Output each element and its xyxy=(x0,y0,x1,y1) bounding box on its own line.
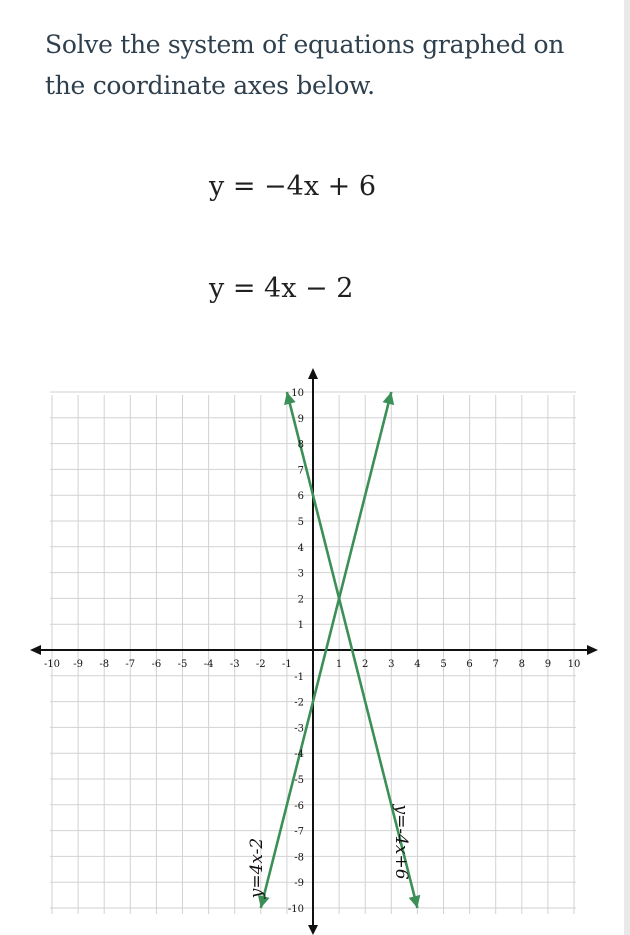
y-tick-label: -8 xyxy=(294,852,304,864)
x-tick-label: 5 xyxy=(440,659,447,670)
x-tick-label: 6 xyxy=(466,659,473,670)
y-tick-label: -2 xyxy=(294,697,304,709)
y-tick-label: 10 xyxy=(291,388,304,399)
x-tick-label: -9 xyxy=(73,659,83,670)
y-tick-label: -10 xyxy=(287,904,304,915)
series-arrowhead xyxy=(409,895,421,908)
y-tick-label: -3 xyxy=(294,723,304,735)
y-tick-label: 2 xyxy=(297,594,304,606)
x-tick-label: 3 xyxy=(388,659,395,670)
x-tick-label: -7 xyxy=(125,659,136,670)
x-tick-label: -10 xyxy=(43,659,61,670)
equation-1: y = −4x + 6 xyxy=(209,171,377,202)
x-tick-label: 4 xyxy=(414,659,421,670)
y-tick-label: -9 xyxy=(294,878,304,890)
equation-2: y = 4x − 2 xyxy=(209,273,354,304)
series-label: y=-4x+6 xyxy=(391,804,411,880)
x-axis-left-arrow xyxy=(30,645,41,655)
x-axis-right-arrow xyxy=(587,645,598,655)
y-tick-label: 9 xyxy=(297,413,304,425)
x-tick-label: -4 xyxy=(203,659,214,670)
coordinate-graph xyxy=(0,360,630,935)
x-tick-label: -1 xyxy=(282,659,292,670)
y-tick-label: -7 xyxy=(294,826,304,838)
y-tick-label: 8 xyxy=(297,439,304,451)
x-tick-label: 2 xyxy=(362,659,369,670)
x-tick-label: 10 xyxy=(567,659,581,670)
x-tick-label: 9 xyxy=(544,659,552,670)
x-tick-label: -2 xyxy=(255,659,266,670)
y-axis-down-arrow xyxy=(308,925,318,935)
x-tick-label: 7 xyxy=(492,659,499,670)
y-tick-label: -4 xyxy=(294,749,304,761)
series-arrowhead xyxy=(383,392,395,405)
x-tick-label: 8 xyxy=(518,659,525,670)
x-tick-label: 1 xyxy=(335,659,343,670)
x-tick-label: -5 xyxy=(177,659,188,670)
problem-prompt: Solve the system of equations graphed on the coordinate axes below. xyxy=(45,30,565,100)
y-tick-label: 7 xyxy=(297,465,304,477)
series-label: y=4x-2 xyxy=(247,837,267,899)
x-tick-label: -6 xyxy=(151,659,162,670)
y-tick-label: -1 xyxy=(294,671,304,683)
y-tick-label: 6 xyxy=(297,491,304,503)
y-axis-up-arrow xyxy=(308,368,318,379)
y-tick-label: 1 xyxy=(297,620,304,632)
y-tick-label: 5 xyxy=(297,517,304,528)
y-tick-label: 4 xyxy=(297,542,304,554)
x-tick-label: -3 xyxy=(229,659,240,670)
y-tick-label: -5 xyxy=(294,775,304,786)
y-tick-label: 3 xyxy=(297,568,304,580)
y-tick-label: -6 xyxy=(294,800,304,812)
x-tick-label: -8 xyxy=(99,659,110,670)
axes xyxy=(30,368,598,935)
